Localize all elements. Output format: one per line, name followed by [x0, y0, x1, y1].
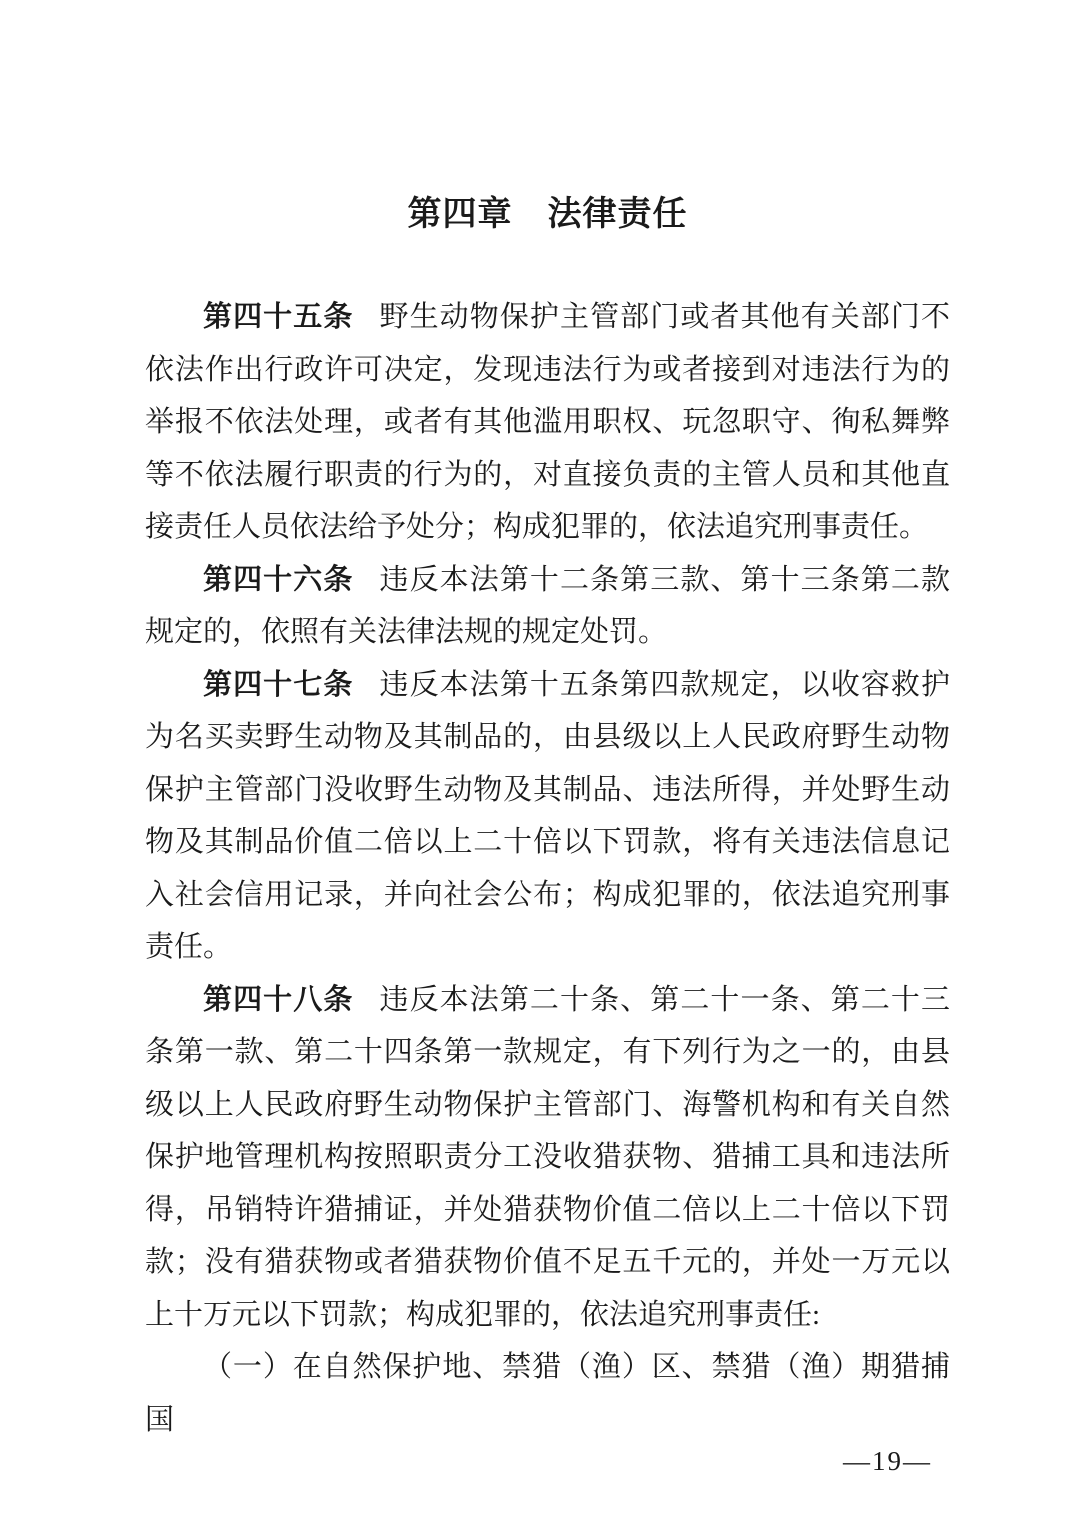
- article-text: 违反本法第二十条、第二十一条、第二十三条第一款、第二十四条第一款规定，有下列行为之一的，由县级以上人民政府野生动物保护主管部门、海警机构和有关自然保护地管理机构按照职责分工没收猎获物、猎捕工具和违法所得，吊销特许猎捕证，并处猎获物价值二倍以上二十倍以下罚款；没有猎获物或者猎获物价值不足五千元的，并处一万元以上十万元以下罚款；构成犯罪的，依法追究刑事责任:: [145, 983, 950, 1331]
- article-paragraph: [145, 291, 950, 554]
- article-text: 违反本法第十五条第四款规定，以收容救护为名买卖野生动物及其制品的，由县级以上人民政府野生动物保护主管部门没收野生动物及其制品、违法所得，并处野生动物及其制品价值二倍以上二十倍以下罚款，将有关违法信息记入社会信用记录，并向社会公布；构成犯罪的，依法追究刑事责任。: [145, 668, 950, 963]
- page-number: —19—: [843, 1446, 932, 1476]
- article-paragraph: [145, 554, 950, 659]
- article-text: 野生动物保护主管部门或者其他有关部门不依法作出行政许可决定，发现违法行为或者接到对违法行为的举报不依法处理，或者有其他滥用职权、玩忽职守、徇私舞弊等不依法履行职责的行为的，对直接负责的主管人员和其他直接责任人员依法给予处分；构成犯罪的，依法追究刑事责任。: [145, 301, 950, 543]
- article-text: 违反本法第十二条第三款、第十三条第二款规定的，依照有关法律法规的规定处罚。: [145, 563, 950, 648]
- document-body: [145, 291, 950, 1446]
- article-number: 第四十八条: [203, 983, 354, 1016]
- list-item-paragraph: [145, 1341, 950, 1446]
- chapter-title: 第四章 法律责任: [407, 195, 688, 233]
- article-number: 第四十六条: [203, 563, 354, 596]
- article-paragraph: [145, 974, 950, 1342]
- article-number: 第四十五条: [203, 301, 354, 333]
- article-number: 第四十七条: [203, 668, 354, 701]
- list-item-text: （一）在自然保护地、禁猎（渔）区、禁猎（渔）期猎捕国: [145, 1351, 950, 1436]
- article-paragraph: [145, 659, 950, 974]
